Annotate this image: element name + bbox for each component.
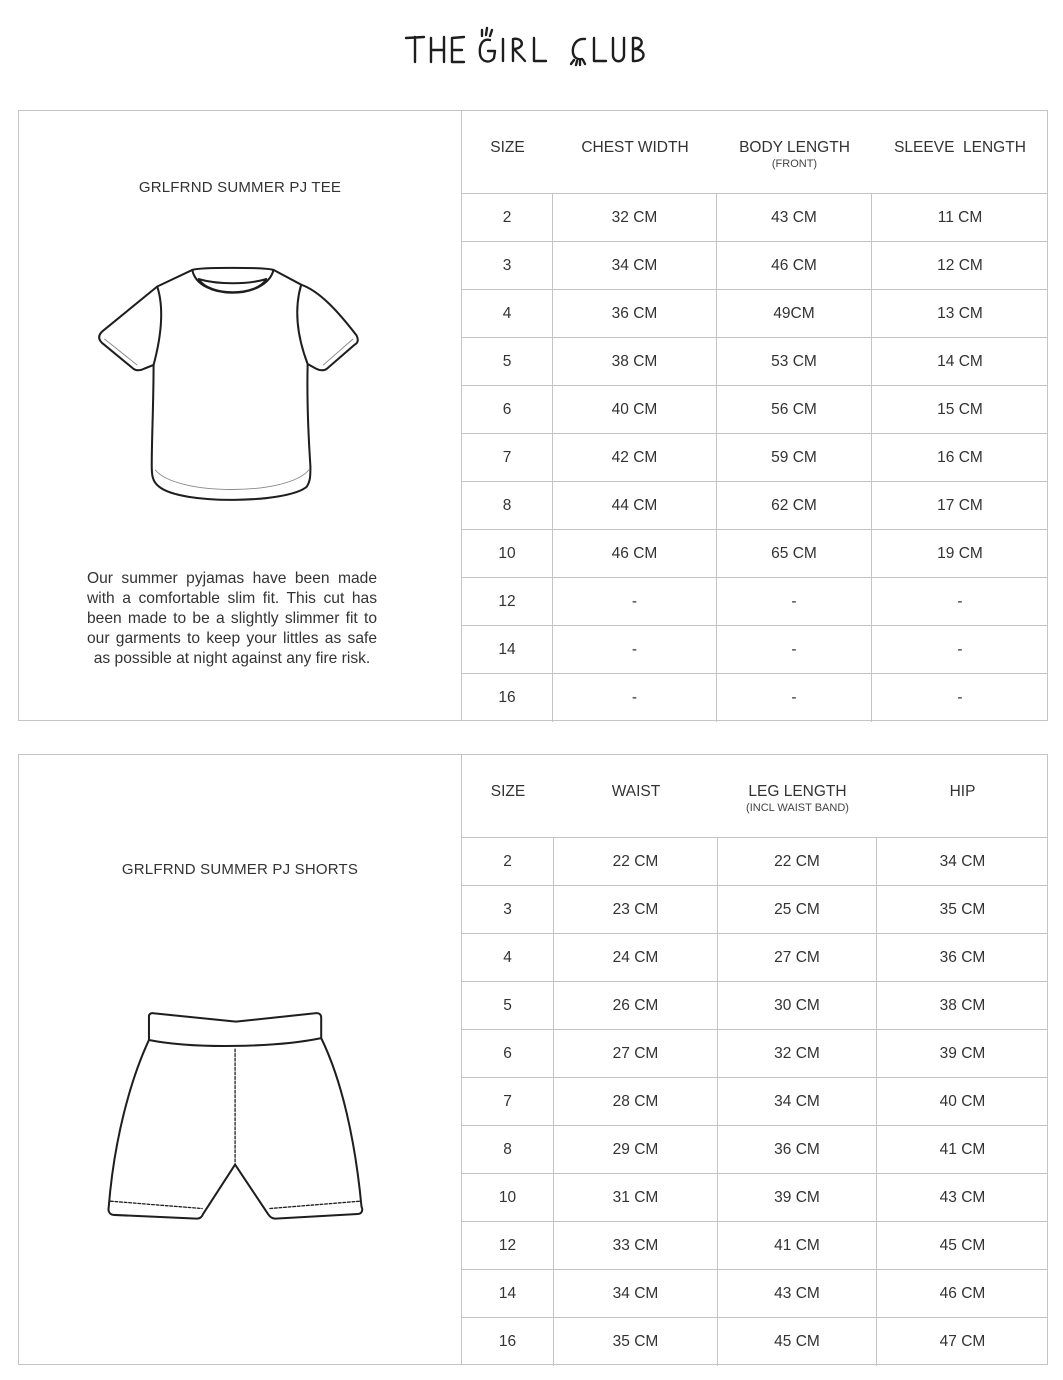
- table-row: [462, 982, 1048, 1030]
- cell-leg-length: 32 CM: [718, 1030, 877, 1077]
- cell-body-length: 53 CM: [717, 338, 872, 385]
- cell-size: 2: [462, 838, 554, 885]
- cell-chest-width: 44 CM: [553, 482, 717, 529]
- cell-sleeve-length: 15 CM: [937, 400, 983, 418]
- cell-size: 7: [462, 1078, 554, 1125]
- cell-waist: 23 CM: [554, 886, 718, 933]
- tee-size-chart: [18, 110, 1048, 721]
- cell-chest-width: -: [553, 578, 717, 625]
- cell-hip: 41 CM: [939, 1140, 986, 1158]
- cell-size: 2: [462, 194, 553, 241]
- cell-chest-width: 32 CM: [553, 194, 717, 241]
- the-girl-club-logo-icon: [402, 24, 662, 72]
- product-title-shorts: GRLFRND SUMMER PJ SHORTS: [121, 861, 359, 878]
- table-row: [462, 578, 1048, 626]
- shorts-icon: [94, 1001, 378, 1231]
- cell-body-length: 46 CM: [717, 242, 872, 289]
- cell-size: 8: [462, 482, 553, 529]
- cell-hip: 40 CM: [939, 1092, 986, 1110]
- cell-size: 16: [462, 1318, 554, 1366]
- table-row: [462, 338, 1048, 386]
- table-row: [462, 434, 1048, 482]
- cell-size: 7: [462, 434, 553, 481]
- cell-size: 14: [462, 1270, 554, 1317]
- cell-size: 10: [462, 1174, 554, 1221]
- cell-size: 5: [462, 982, 554, 1029]
- cell-leg-length: 25 CM: [718, 886, 877, 933]
- cell-leg-length: 43 CM: [718, 1270, 877, 1317]
- table-row: [462, 1222, 1048, 1270]
- cell-sleeve-length: -: [957, 689, 963, 706]
- cell-size: 3: [462, 242, 553, 289]
- table-row: [462, 674, 1048, 722]
- cell-sleeve-length: 13 CM: [937, 304, 983, 322]
- cell-waist: 33 CM: [554, 1222, 718, 1269]
- cell-size: 6: [462, 386, 553, 433]
- cell-hip: 45 CM: [939, 1236, 986, 1254]
- header-size: SIZE: [490, 783, 526, 800]
- table-row: [462, 1030, 1048, 1078]
- cell-chest-width: 38 CM: [553, 338, 717, 385]
- shorts-info: [19, 755, 462, 1364]
- header-body-length: BODY LENGTH (FRONT): [739, 139, 850, 170]
- cell-size: 10: [462, 530, 553, 577]
- cell-leg-length: 41 CM: [718, 1222, 877, 1269]
- cell-hip: 35 CM: [939, 900, 986, 918]
- cell-leg-length: 30 CM: [718, 982, 877, 1029]
- table-row: [462, 886, 1048, 934]
- table-row: [462, 838, 1048, 886]
- cell-size: 5: [462, 338, 553, 385]
- table-row: [462, 626, 1048, 674]
- table-row: [462, 290, 1048, 338]
- cell-waist: 27 CM: [554, 1030, 718, 1077]
- cell-sleeve-length: -: [957, 640, 963, 658]
- brand-logo: [0, 22, 1063, 74]
- t-shirt-icon: [89, 254, 375, 522]
- cell-waist: 31 CM: [554, 1174, 718, 1221]
- table-row: [462, 194, 1048, 242]
- cell-hip: 46 CM: [939, 1284, 986, 1302]
- cell-body-length: 62 CM: [717, 482, 872, 529]
- cell-body-length: -: [717, 578, 872, 625]
- cell-waist: 35 CM: [554, 1318, 718, 1366]
- cell-hip: 39 CM: [939, 1044, 986, 1062]
- cell-size: 3: [462, 886, 554, 933]
- table-row: [462, 1270, 1048, 1318]
- header-waist: WAIST: [611, 783, 661, 800]
- cell-hip: 43 CM: [939, 1188, 986, 1206]
- table-header: [462, 755, 1048, 838]
- cell-body-length: 49CM: [717, 290, 872, 337]
- cell-sleeve-length: 12 CM: [937, 256, 983, 274]
- tee-info: [19, 111, 462, 720]
- cell-waist: 24 CM: [554, 934, 718, 981]
- cell-size: 14: [462, 626, 553, 673]
- table-row: [462, 1174, 1048, 1222]
- cell-size: 4: [462, 290, 553, 337]
- header-size: SIZE: [490, 139, 525, 156]
- cell-chest-width: 42 CM: [553, 434, 717, 481]
- table-header: [462, 111, 1048, 194]
- cell-body-length: 59 CM: [717, 434, 872, 481]
- cell-chest-width: 34 CM: [553, 242, 717, 289]
- cell-size: 12: [462, 578, 553, 625]
- cell-leg-length: 36 CM: [718, 1126, 877, 1173]
- cell-size: 12: [462, 1222, 554, 1269]
- cell-size: 4: [462, 934, 554, 981]
- cell-chest-width: 36 CM: [553, 290, 717, 337]
- cell-leg-length: 39 CM: [718, 1174, 877, 1221]
- table-row: [462, 530, 1048, 578]
- cell-waist: 29 CM: [554, 1126, 718, 1173]
- cell-waist: 22 CM: [554, 838, 718, 885]
- cell-sleeve-length: 11 CM: [937, 208, 983, 226]
- cell-hip: 38 CM: [939, 996, 986, 1014]
- table-row: [462, 482, 1048, 530]
- cell-body-length: 43 CM: [717, 194, 872, 241]
- cell-body-length: 65 CM: [717, 530, 872, 577]
- header-chest-width: CHEST WIDTH: [581, 139, 689, 156]
- cell-hip: 47 CM: [939, 1333, 986, 1350]
- cell-sleeve-length: 17 CM: [937, 496, 983, 514]
- cell-leg-length: 34 CM: [718, 1078, 877, 1125]
- cell-leg-length: 45 CM: [718, 1318, 877, 1366]
- cell-sleeve-length: 14 CM: [937, 352, 983, 370]
- table-row: [462, 386, 1048, 434]
- shorts-size-table: [462, 755, 1048, 1364]
- cell-body-length: -: [717, 626, 872, 673]
- cell-size: 16: [462, 674, 553, 722]
- header-leg-length: LEG LENGTH (INCL WAIST BAND): [746, 783, 849, 814]
- cell-waist: 34 CM: [554, 1270, 718, 1317]
- cell-size: 6: [462, 1030, 554, 1077]
- cell-sleeve-length: 16 CM: [937, 448, 983, 466]
- table-row: [462, 1078, 1048, 1126]
- cell-sleeve-length: -: [957, 592, 963, 610]
- cell-body-length: -: [717, 674, 872, 722]
- cell-sleeve-length: 19 CM: [937, 544, 983, 562]
- cell-chest-width: 40 CM: [553, 386, 717, 433]
- table-row: [462, 934, 1048, 982]
- cell-waist: 26 CM: [554, 982, 718, 1029]
- tee-size-table: [462, 111, 1048, 720]
- cell-chest-width: -: [553, 626, 717, 673]
- cell-chest-width: 46 CM: [553, 530, 717, 577]
- cell-chest-width: -: [553, 674, 717, 722]
- cell-leg-length: 22 CM: [718, 838, 877, 885]
- header-hip: HIP: [949, 783, 976, 800]
- product-title-tee: GRLFRND SUMMER PJ TEE: [138, 179, 342, 196]
- cell-body-length: 56 CM: [717, 386, 872, 433]
- cell-leg-length: 27 CM: [718, 934, 877, 981]
- shorts-size-chart: [18, 754, 1048, 1365]
- cell-waist: 28 CM: [554, 1078, 718, 1125]
- cell-size: 8: [462, 1126, 554, 1173]
- table-row: [462, 1318, 1048, 1366]
- table-row: [462, 1126, 1048, 1174]
- cell-hip: 34 CM: [939, 852, 986, 870]
- cell-hip: 36 CM: [939, 948, 986, 966]
- fit-description: Our summer pyjamas have been made with a comfortable slim fit. This cut has been made to be a slightly slimmer fit to our garments to keep your littles as safe as possible at night against any fire risk.: [87, 570, 377, 667]
- header-sleeve-length: SLEEVE LENGTH: [894, 139, 1026, 156]
- table-row: [462, 242, 1048, 290]
